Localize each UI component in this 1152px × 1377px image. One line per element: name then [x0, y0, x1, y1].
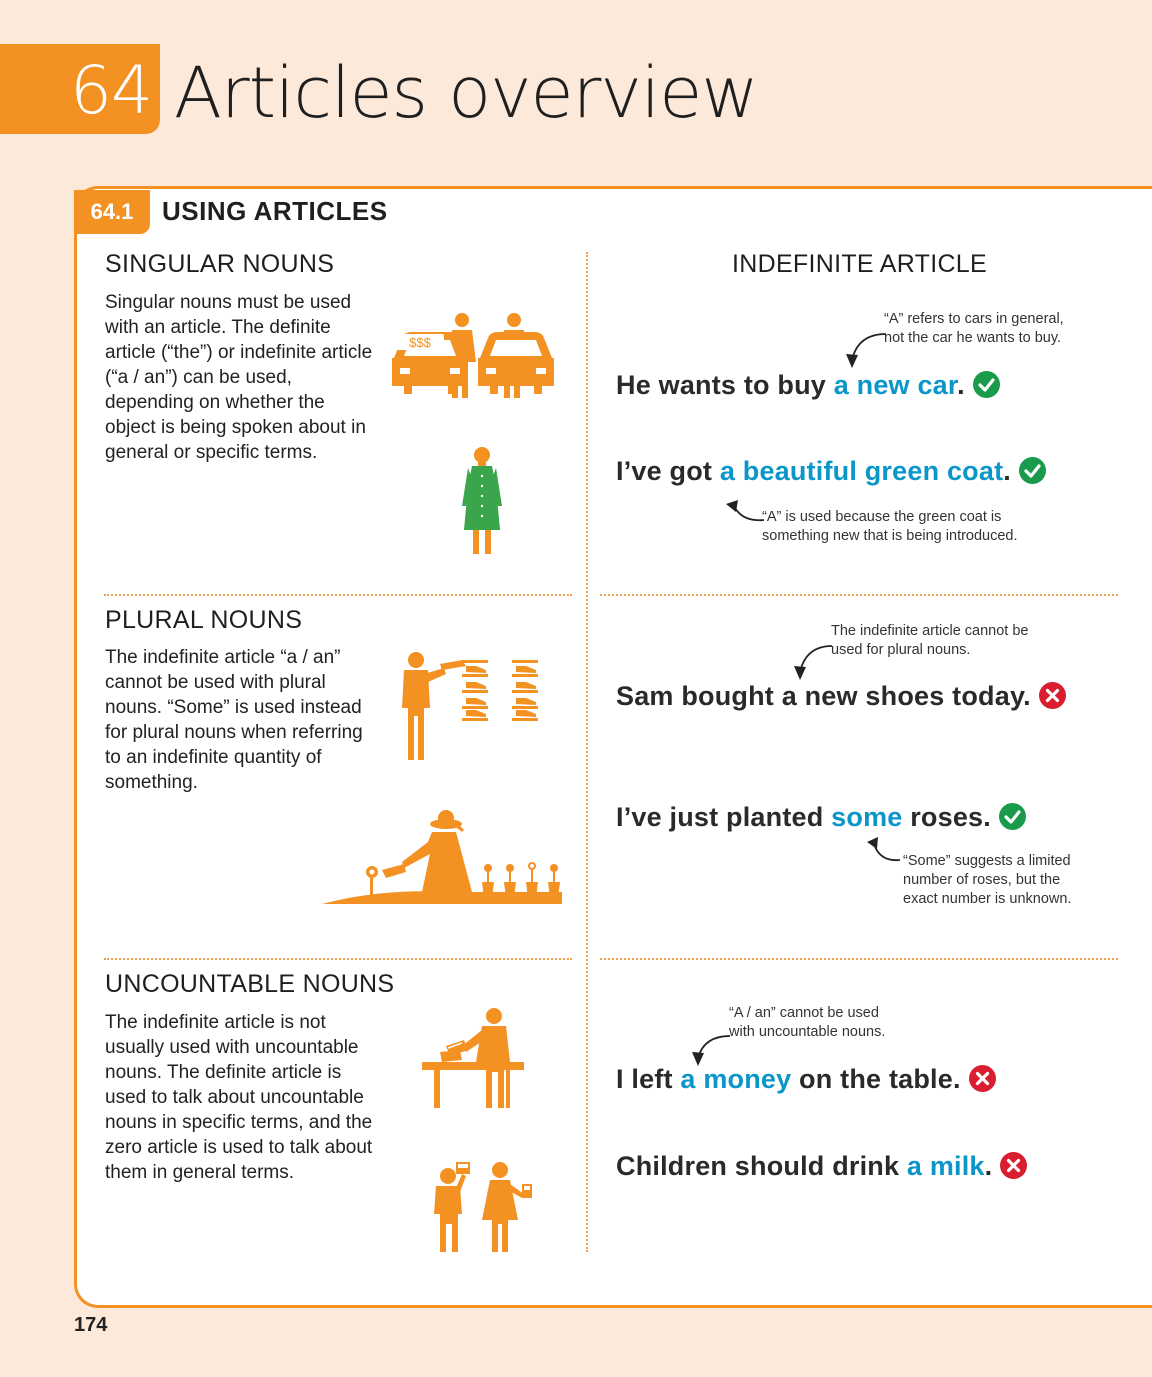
- shoe-shop-illustration: [394, 650, 544, 762]
- gardener-illustration: [322, 806, 564, 908]
- annotation-note: “A” is used because the green coat is something new that is being introduced.: [762, 509, 1018, 544]
- page-title: Articles overview: [174, 52, 758, 134]
- money-on-table-illustration: [420, 1006, 526, 1110]
- incorrect-cross-icon: [969, 1065, 996, 1092]
- row-divider: [104, 594, 572, 596]
- incorrect-cross-icon: [1039, 682, 1066, 709]
- plural-nouns-heading: PLURAL NOUNS: [105, 606, 303, 634]
- price-sign: $$$: [409, 335, 431, 350]
- section-number-badge: 64.1: [74, 190, 150, 234]
- chapter-number: 64: [70, 52, 152, 129]
- annotation-arrow: [842, 326, 890, 374]
- cars-illustration: [388, 312, 560, 404]
- correct-check-icon: [973, 371, 1000, 398]
- plural-nouns-text: The indefinite article “a / an” cannot be used with plural nouns. “Some” is used instead for plural nouns when referring to an indefinite quantity of something.: [105, 647, 363, 793]
- example-sentence: I’ve got a beautiful green coat.: [616, 456, 1046, 487]
- row-divider: [104, 958, 572, 960]
- singular-nouns-heading: SINGULAR NOUNS: [105, 250, 335, 278]
- row-divider: [600, 594, 1118, 596]
- annotation-arrow: [862, 834, 904, 868]
- example-sentence: I’ve just planted some roses.: [616, 802, 1026, 833]
- column-divider: [586, 252, 588, 1252]
- correct-check-icon: [1019, 457, 1046, 484]
- annotation-note: “A / an” cannot be used with uncountable nouns.: [729, 1005, 886, 1040]
- example-sentence: I left a money on the table.: [616, 1064, 996, 1095]
- children-drinking-illustration: [428, 1158, 540, 1254]
- example-sentence: Sam bought a new shoes today.: [616, 681, 1066, 712]
- uncountable-nouns-text: The indefinite article is not usually used with uncountable nouns. The definite article is used to talk about uncountable nouns in specific terms, and the zero article is used to talk about them in general terms.: [105, 1012, 373, 1183]
- indefinite-article-heading: INDEFINITE ARTICLE: [732, 250, 987, 278]
- correct-check-icon: [999, 803, 1026, 830]
- annotation-arrow: [790, 638, 836, 686]
- page-number: 174: [74, 1314, 108, 1336]
- woman-in-coat-illustration: [458, 446, 506, 556]
- example-sentence: He wants to buy a new car.: [616, 370, 1000, 401]
- row-divider: [600, 958, 1118, 960]
- annotation-note: “A” refers to cars in general, not the car he wants to buy.: [884, 311, 1064, 346]
- singular-nouns-text: Singular nouns must be used with an article. The definite article (“the”) or indefinite article (“a / an”) can be used, depending on whether the object is being spoken about in general or specific terms.: [105, 292, 373, 463]
- uncountable-nouns-heading: UNCOUNTABLE NOUNS: [105, 970, 395, 998]
- annotation-note: The indefinite article cannot be used for plural nouns.: [831, 623, 1029, 658]
- annotation-note: “Some” suggests a limited number of roses, but the exact number is unknown.: [903, 853, 1072, 907]
- example-sentence: Children should drink a milk.: [616, 1151, 1027, 1182]
- incorrect-cross-icon: [1000, 1152, 1027, 1179]
- section-title: USING ARTICLES: [162, 196, 388, 226]
